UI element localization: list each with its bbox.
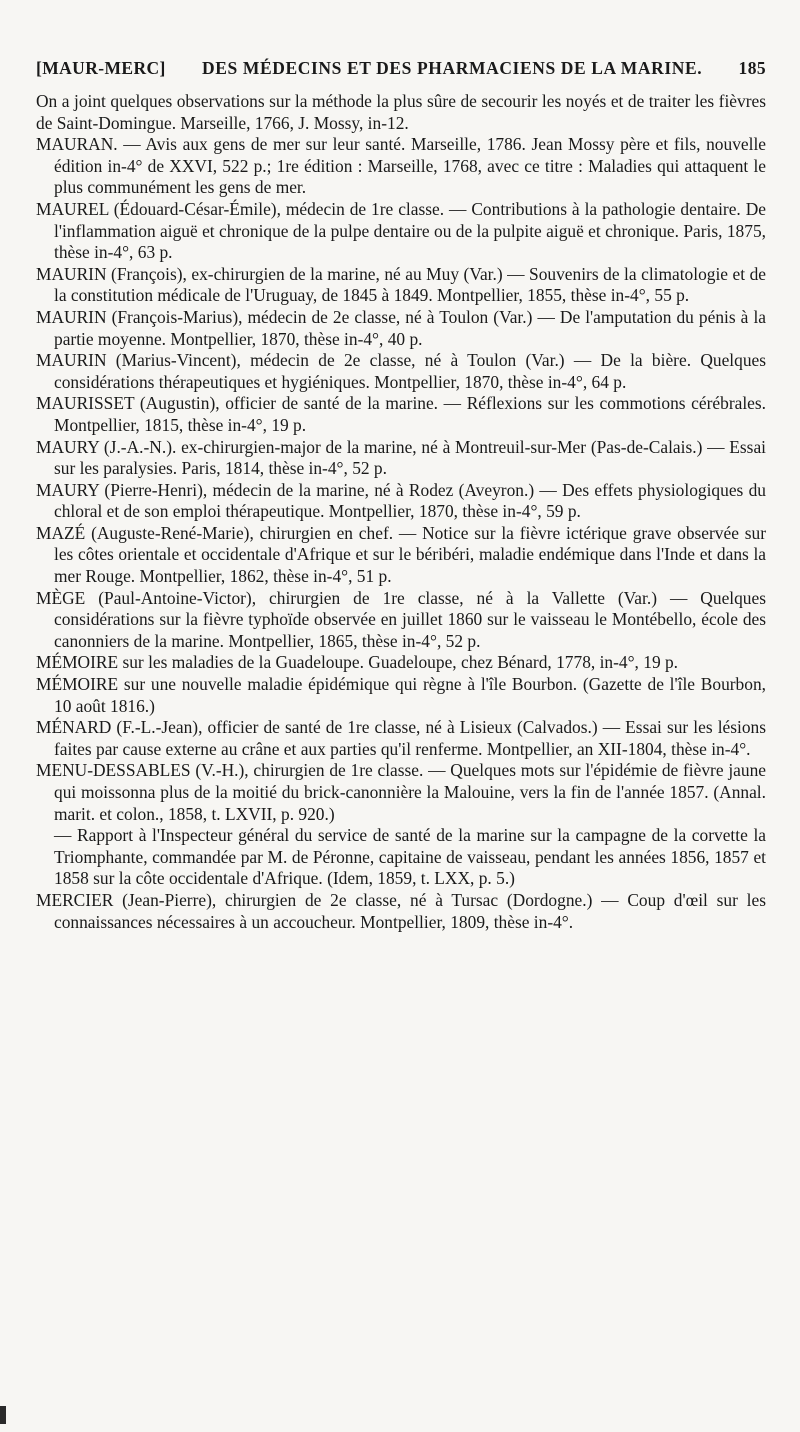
page-edge-mark — [0, 1406, 6, 1424]
bibliography-entry: On a joint quelques observations sur la méthode la plus sûre de secourir les noyés et de traiter les fièvres de Saint-Domingue. Marseille, 1766, J. Mossy, in-12. — [36, 91, 766, 133]
bibliography-entry: MÈGE (Paul-Antoine-Victor), chirurgien de 1re classe, né à la Vallette (Var.) — Quelques considérations sur la fièvre typhoïde observée en juillet 1860 sur le vaisseau le Montébello, école des canonniers de la marine. Montpellier, 1865, thèse in-4°, 52 p. — [36, 587, 766, 651]
bibliography-entry: MAURAN. — Avis aux gens de mer sur leur santé. Marseille, 1786. Jean Mossy père et fils, nouvelle édition in-4° de XXVI, 522 p.; 1re édition : Marseille, 1768, avec ce titre : Maladies qui attaquent le plus communément les gens de mer. — [36, 134, 766, 198]
bibliography-entry: MAURIN (Marius-Vincent), médecin de 2e classe, né à Toulon (Var.) — De la bière. Quelques considérations thérapeutiques et hygiéniques. Montpellier, 1870, thèse in-4°, 64 p. — [36, 350, 766, 392]
running-head-left: [MAUR-MERC] — [36, 58, 166, 78]
bibliography-entry: MAURIN (François), ex-chirurgien de la marine, né au Muy (Var.) — Souvenirs de la climatologie et de la constitution médicale de l'Uruguay, de 1845 à 1849. Montpellier, 1855, thèse in-4°, 55 p. — [36, 263, 766, 306]
bibliography-entry: MAURISSET (Augustin), officier de santé de la marine. — Réflexions sur les commotions cérébrales. Montpellier, 1815, thèse in-4°, 19 p. — [36, 393, 766, 435]
running-head-title: DES MÉDECINS ET DES PHARMACIENS DE LA MARINE. — [202, 58, 703, 78]
bibliography-entry: MENU-DESSABLES (V.-H.), chirurgien de 1re classe. — Quelques mots sur l'épidémie de fièvre jaune qui moissonna plus de la moitié du brick-canonnière la Malouine, vers la fin de l'année 1857. (Annal. marit. et colon., 1858, t. LXVII, p. 920.) — [36, 760, 766, 824]
bibliography-entries — [36, 91, 766, 933]
bibliography-entry: MÉMOIRE sur une nouvelle maladie épidémique qui règne à l'île Bourbon. (Gazette de l'île Bourbon, 10 août 1816.) — [36, 674, 766, 716]
bibliography-entry: MAURY (J.-A.-N.). ex-chirurgien-major de la marine, né à Montreuil-sur-Mer (Pas-de-Calais.) — Essai sur les paralysies. Paris, 1814, thèse in-4°, 52 p. — [36, 436, 766, 479]
bibliography-entry: MÉMOIRE sur les maladies de la Guadeloupe. Guadeloupe, chez Bénard, 1778, in-4°, 19 p. — [36, 652, 679, 673]
bibliography-entry: MAURIN (François-Marius), médecin de 2e classe, né à Toulon (Var.) — De l'amputation du pénis à la partie moyenne. Montpellier, 1870, thèse in-4°, 40 p. — [36, 306, 766, 349]
bibliography-entry: MERCIER (Jean-Pierre), chirurgien de 2e classe, né à Tursac (Dordogne.) — Coup d'œil sur les connaissances nécessaires à un accoucheur. Montpellier, 1809, thèse in-4°. — [36, 889, 766, 932]
bibliography-entry: MAZÉ (Auguste-René-Marie), chirurgien en chef. — Notice sur la fièvre ictérique grave observée sur les côtes orientale et occidentale d'Afrique et sur le béribéri, maladie endémique dans l'Inde et dans la mer Rouge. Montpellier, 1862, thèse in-4°, 51 p. — [36, 522, 766, 587]
running-head — [36, 58, 766, 79]
bibliography-entry: MÉNARD (F.-L.-Jean), officier de santé de 1re classe, né à Lisieux (Calvados.) — Essai sur les lésions faites par cause externe au crâne et aux parties qu'il renferme. Montpellier, an XII-1804, thèse in-4°. — [36, 717, 766, 759]
bibliography-entry: — Rapport à l'Inspecteur général du service de santé de la marine sur la campagne de la corvette la Triomphante, commandée par M. de Péronne, capitaine de vaisseau, pendant les années 1856, 1857 et 1858 sur la côte occidentale d'Afrique. (Idem, 1859, t. LXX, p. 5.) — [54, 825, 766, 889]
bibliography-entry: MAURY (Pierre-Henri), médecin de la marine, né à Rodez (Aveyron.) — Des effets physiologiques du chloral et de son emploi thérapeutique. Montpellier, 1870, thèse in-4°, 59 p. — [36, 479, 766, 522]
bibliography-entry: MAUREL (Édouard-César-Émile), médecin de 1re classe. — Contributions à la pathologie dentaire. De l'inflammation aiguë et chronique de la pulpe dentaire ou de la pulpite aiguë et chronique. Paris, 1875, thèse in-4°, 63 p. — [36, 198, 766, 263]
page-number: 185 — [738, 58, 766, 78]
